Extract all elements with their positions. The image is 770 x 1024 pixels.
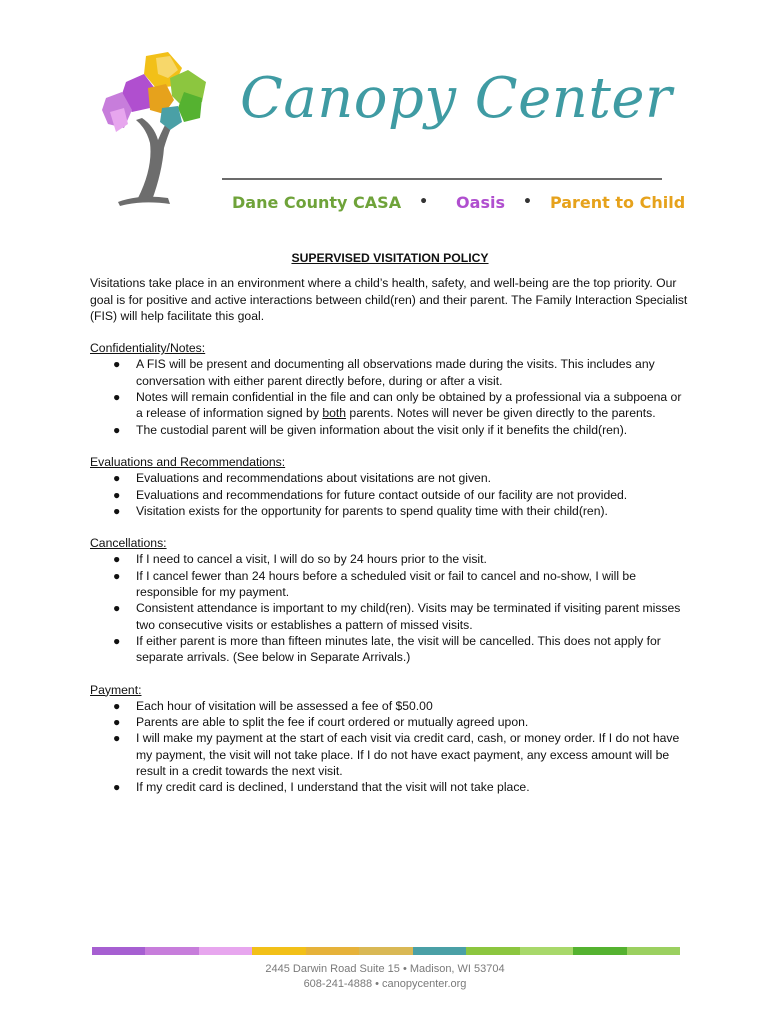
bullet-icon: ●: [113, 422, 121, 437]
section-title: Cancellations:: [90, 536, 167, 551]
section-title: Payment:: [90, 682, 142, 697]
color-bar-segment: [145, 947, 198, 955]
list-item: ● I will make my payment at the start of each visit via credit card, cash, or money order. If I do not have my payment, the visit will not take place. If I do not have exact payment, any excess amount will be result in a credit towards the next visit.: [113, 731, 680, 779]
list-item: ● If I cancel fewer than 24 hours before a scheduled visit or fail to cancel and no-show, I will be responsible for my payment.: [113, 568, 636, 600]
program-separator: •: [419, 194, 429, 210]
bullet-icon: ●: [113, 568, 121, 583]
footer-contact: 608-241-4888 • canopycenter.org: [303, 977, 467, 990]
bullet-icon: ●: [113, 552, 121, 567]
list-item: ● Each hour of visitation will be assessed a fee of $50.00: [113, 698, 433, 713]
bullet-icon: ●: [113, 503, 121, 518]
bullet-icon: ●: [113, 471, 121, 486]
intro-paragraph: Visitations take place in an environment where a child’s health, safety, and well-being are the top priority. Our goal is for positive and active interactions between child(ren) and their parent. The Family Interaction Specialist (FIS) will help facilitate this goal.: [90, 276, 688, 323]
color-bar-segment: [627, 947, 680, 955]
footer: [0, 962, 770, 991]
color-bar-segment: [359, 947, 412, 955]
list-item: ● If my credit card is declined, I understand that the visit will not take place.: [113, 780, 530, 795]
page-title: SUPERVISED VISITATION POLICY: [291, 251, 489, 265]
footer-color-bar: [92, 947, 680, 955]
section-title: Confidentiality/Notes:: [90, 341, 206, 356]
list-item: [90, 389, 690, 422]
bullet-icon: ●: [113, 780, 121, 795]
list-item: ● Parents are able to split the fee if court ordered or mutually agreed upon.: [113, 715, 529, 730]
color-bar-segment: [199, 947, 252, 955]
color-bar-segment: [306, 947, 359, 955]
list-item: ● Visitation exists for the opportunity for parents to spend quality time with their child(ren).: [113, 503, 608, 518]
bullet-icon: ●: [113, 390, 121, 405]
color-bar-segment: [520, 947, 573, 955]
bullet-list: [90, 356, 690, 437]
color-bar-segment: [413, 947, 466, 955]
program-separator: •: [522, 194, 532, 210]
list-item: ● The custodial parent will be given information about the visit only if it benefits the child(ren).: [113, 422, 628, 437]
bullet-list: [90, 470, 690, 519]
bullet-icon: ●: [113, 487, 121, 502]
color-bar-segment: [252, 947, 305, 955]
color-bar-segment: [573, 947, 626, 955]
bullet-icon: ●: [113, 715, 121, 730]
bullet-icon: ●: [113, 601, 121, 616]
list-item: ● Evaluations and recommendations for future contact outside of our facility are not provided.: [113, 487, 628, 502]
canopy-tree-logo-icon: [98, 48, 218, 208]
bullet-icon: ●: [113, 731, 121, 746]
list-item: ● If I need to cancel a visit, I will do so by 24 hours prior to the visit.: [113, 552, 487, 567]
list-item: ● Evaluations and recommendations about visitations are not given.: [113, 471, 492, 486]
program-list: [232, 190, 686, 214]
color-bar-segment: [466, 947, 519, 955]
bullet-list: [90, 551, 690, 665]
bullet-icon: ●: [113, 698, 121, 713]
bullet-icon: ●: [113, 357, 121, 372]
section-title: Evaluations and Recommendations:: [90, 454, 286, 469]
program-parent-to-child: Parent to Child: [549, 192, 686, 212]
program-oasis: Oasis: [456, 192, 505, 212]
bullet-list: [90, 698, 690, 796]
brand-divider: [222, 178, 662, 180]
footer-address: 2445 Darwin Road Suite 15 • Madison, WI 53704: [265, 963, 505, 975]
bullet-icon: ●: [113, 633, 121, 648]
list-item-text-rich: Notes will remain confidential in the file and can only be obtained by a professional via a subpoena or a release of information signed by both parents. Notes will never be given directly to the parents.: [136, 390, 682, 421]
color-bar-segment: [92, 947, 145, 955]
list-item: ● If either parent is more than fifteen minutes late, the visit will be cancelled. This does not apply for separate arrivals. (See below in Separate Arrivals.): [113, 633, 661, 665]
policy-document: [90, 250, 690, 812]
emphasis-word: both: [322, 406, 347, 421]
brand-title: Canopy Center: [240, 66, 673, 131]
list-item: ● Consistent attendance is important to my child(ren). Visits may be terminated if visiting parent misses two consecutive visits or establishes a pattern of missed visits.: [113, 601, 681, 632]
program-casa: Dane County CASA: [232, 192, 402, 212]
list-item: ● A FIS will be present and documenting all observations made during the visits. This includes any conversation with either parent directly before, during or after a visit.: [113, 357, 655, 388]
